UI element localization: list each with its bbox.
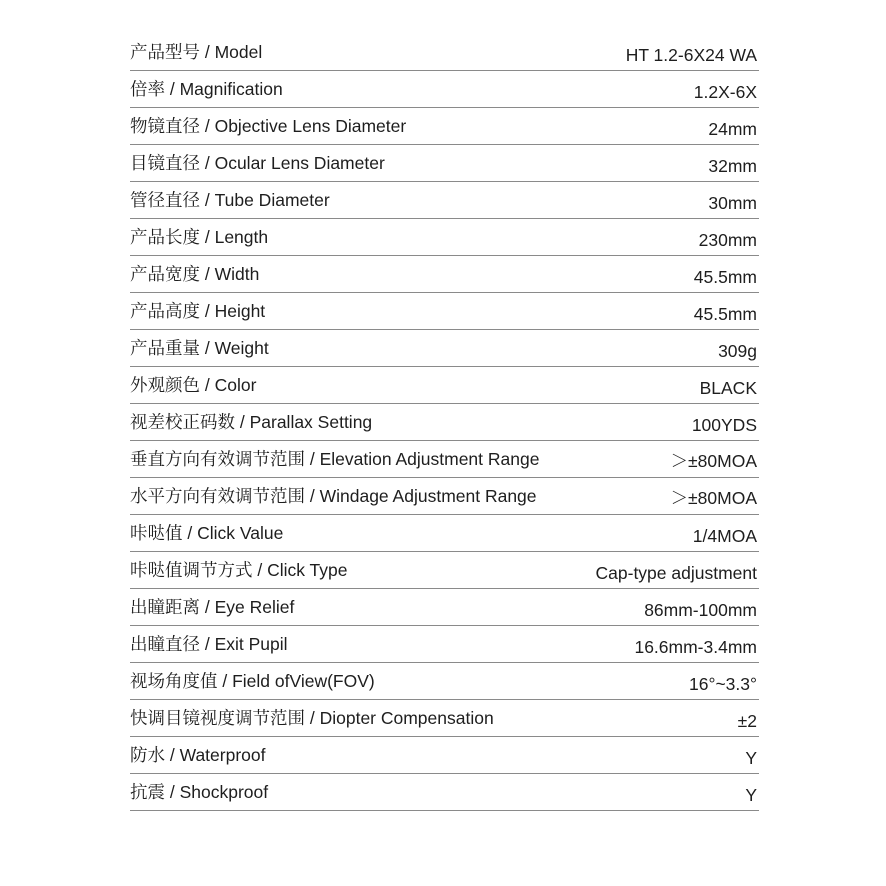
spec-value: BLACK	[699, 378, 757, 398]
spec-value: Y	[745, 785, 757, 805]
spec-row-width	[130, 256, 759, 293]
spec-label: 出瞳距离 / Eye Relief	[130, 597, 295, 617]
spec-label: 视差校正码数 / Parallax Setting	[130, 412, 373, 432]
spec-row-elevation	[130, 441, 759, 478]
spec-row-objective-lens	[130, 108, 759, 145]
spec-row-color	[130, 367, 759, 404]
spec-value: 45.5mm	[693, 304, 757, 324]
spec-row-ocular-lens	[130, 145, 759, 182]
spec-value: 1.2X-6X	[693, 82, 757, 102]
spec-label: 倍率 / Magnification	[130, 79, 283, 99]
spec-row-waterproof	[130, 737, 759, 774]
spec-row-fov	[130, 663, 759, 700]
spec-row-parallax	[130, 404, 759, 441]
spec-label: 水平方向有效调节范围 / Windage Adjustment Range	[130, 486, 537, 506]
spec-label: 产品宽度 / Width	[130, 264, 260, 284]
spec-label: 物镜直径 / Objective Lens Diameter	[130, 116, 407, 136]
spec-label: 视场角度值 / Field ofView(FOV)	[130, 671, 375, 691]
spec-row-weight	[130, 330, 759, 367]
spec-value: ＞±80MOA	[670, 451, 757, 471]
spec-row-magnification	[130, 71, 759, 108]
spec-label: 出瞳直径 / Exit Pupil	[130, 634, 288, 654]
spec-label: 管径直径 / Tube Diameter	[130, 190, 330, 210]
spec-label: 目镜直径 / Ocular Lens Diameter	[130, 153, 385, 173]
spec-row-diopter	[130, 700, 759, 737]
spec-row-click-value	[130, 515, 759, 552]
spec-value: HT 1.2-6X24 WA	[625, 45, 757, 65]
spec-label: 抗震 / Shockproof	[130, 782, 269, 802]
spec-row-click-type	[130, 552, 759, 589]
spec-row-tube-diameter	[130, 182, 759, 219]
spec-label: 产品重量 / Weight	[130, 338, 269, 358]
spec-label: 咔哒值 / Click Value	[130, 523, 284, 543]
spec-label: 外观颜色 / Color	[130, 375, 257, 395]
spec-value: Y	[745, 748, 757, 768]
spec-table	[130, 34, 759, 811]
spec-row-shockproof	[130, 774, 759, 811]
spec-row-length	[130, 219, 759, 256]
spec-value: 32mm	[708, 156, 757, 176]
spec-value: Cap-type adjustment	[595, 563, 757, 583]
spec-value: 16°~3.3°	[688, 674, 757, 694]
spec-row-model	[130, 34, 759, 71]
spec-row-windage	[130, 478, 759, 515]
spec-label: 产品型号 / Model	[130, 42, 263, 62]
spec-row-eye-relief	[130, 589, 759, 626]
spec-value: 100YDS	[691, 415, 757, 435]
spec-label: 垂直方向有效调节范围 / Elevation Adjustment Range	[130, 449, 540, 469]
spec-label: 产品高度 / Height	[130, 301, 266, 321]
spec-row-height	[130, 293, 759, 330]
spec-row-exit-pupil	[130, 626, 759, 663]
spec-value: 16.6mm-3.4mm	[634, 637, 757, 657]
spec-value: 30mm	[708, 193, 757, 213]
spec-value: ＞±80MOA	[670, 488, 757, 508]
spec-value: 309g	[718, 341, 757, 361]
spec-label: 快调目镜视度调节范围 / Diopter Compensation	[130, 708, 494, 728]
spec-value: 230mm	[698, 230, 757, 250]
spec-label: 咔哒值调节方式 / Click Type	[130, 560, 348, 580]
spec-value: ±2	[737, 711, 757, 731]
spec-label: 产品长度 / Length	[130, 227, 269, 247]
spec-value: 24mm	[708, 119, 757, 139]
spec-value: 86mm-100mm	[644, 600, 757, 620]
spec-value: 1/4MOA	[692, 526, 757, 546]
spec-value: 45.5mm	[693, 267, 757, 287]
spec-label: 防水 / Waterproof	[130, 745, 266, 765]
